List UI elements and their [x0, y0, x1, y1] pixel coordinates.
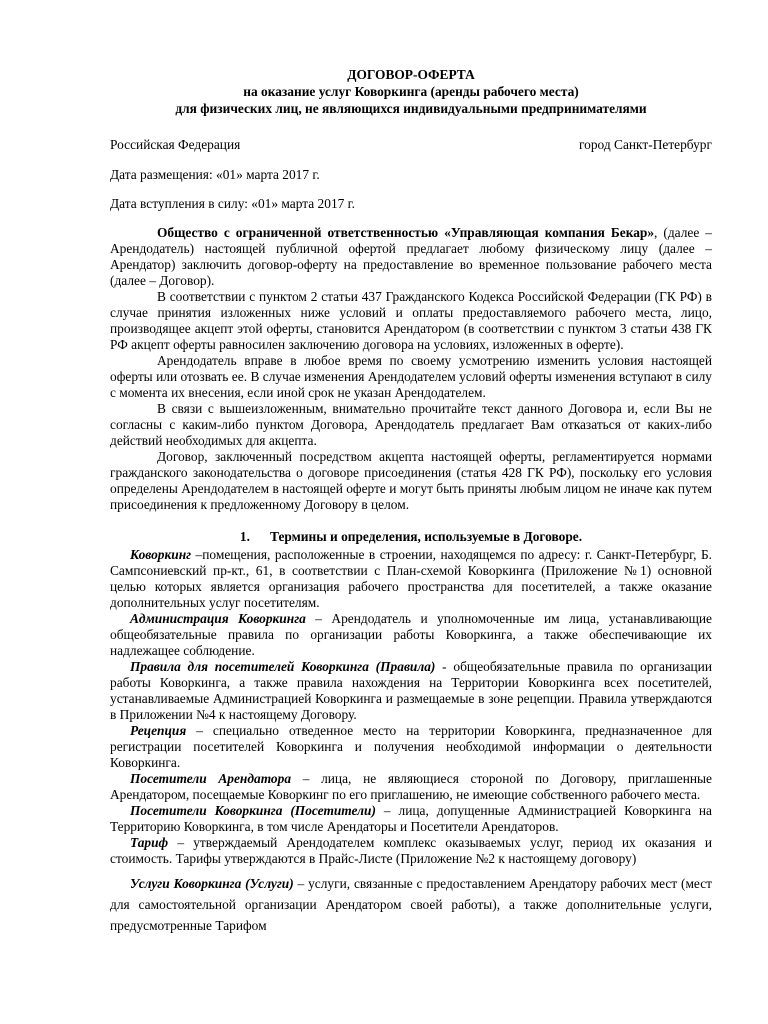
section-number: 1.: [239, 529, 250, 544]
section-title: Термины и определения, используемые в Договоре.: [270, 529, 583, 544]
term-definition: [110, 771, 712, 803]
term: Услуги Коворкинга (Услуги): [130, 876, 294, 891]
term: Администрация Коворкинга: [130, 611, 306, 626]
document-title: ДОГОВОР-ОФЕРТА: [347, 67, 475, 82]
definition: – Арендодатель и уполномоченные им лица, устанавливающие общеобязательные правила по организации работы Коворкинга, а также обеспечивающие их надлежащее соблюдение.: [110, 611, 712, 658]
document-subtitle-2: для физических лиц, не являющихся индивидуальными предпринимателями: [175, 101, 647, 116]
location-row: [110, 137, 712, 153]
title-block: [110, 66, 712, 117]
definition: – утверждаемый Арендодателем комплекс оказываемых услуг, период их оказания и стоимость. Тарифы утверждаются в Прайс-Листе (Приложение №2 к настоящему договору): [110, 835, 712, 866]
company-name: Общество с ограниченной ответственностью «Управляющая компания Бекар»: [157, 225, 655, 240]
definition: - общеобязательные правила по организации работы Коворкинга, а также правила нахождения на Территории Коворкинга всех посетителей, устанавливаемые Администрацией Коворкинга и размещаемые в зоне рецепции. Правила утверждаются в Приложении №4 к настоящему Договору.: [110, 659, 713, 722]
definition: – лица, не являющиеся стороной по Договору, приглашенные Арендатором, посещаемые Коворкинг по его приглашению, не имеющие собственного рабочего места.: [110, 771, 712, 802]
city: город Санкт-Петербург: [579, 137, 712, 152]
term: Коворкинг: [130, 547, 192, 562]
intro-text: , (далее –Арендодатель) настоящей публичной офертой предлагает любому физическому лицу (далее – Арендатор) заключить договор-оферту на предоставление во временное пользование рабочего места (далее – Договор).: [110, 225, 712, 288]
term-definition: [110, 659, 712, 723]
date-posted: Дата размещения: «01» марта 2017 г.: [110, 167, 320, 182]
term: Правила для посетителей Коворкинга (Правила): [130, 659, 436, 674]
term-definition: [110, 547, 712, 611]
definition: – специально отведенное место на территории Коворкинга, предназначенное для регистрации посетителей Коворкинга и получения необходимой информации о деятельности Коворкинга.: [110, 723, 712, 770]
term: Посетители Коворкинга (Посетители): [130, 803, 376, 818]
section-heading: [110, 529, 712, 545]
definition: – услуги, связанные с предоставлением Арендатору рабочих мест (мест для самостоятельной организации Арендатором своей работы), а также дополнительные услуги, предусмотренные Тарифом: [110, 876, 712, 933]
date-effective: Дата вступления в силу: «01» марта 2017 г.: [110, 196, 356, 211]
term-definition: [110, 723, 712, 771]
term-definition: [110, 611, 712, 659]
paragraph: Договор, заключенный посредством акцепта настоящей оферты, регламентируется нормами гражданского законодательства о договоре присоединения (статья 428 ГК РФ), поскольку его условия определены Арендодателем в настоящей оферте и могут быть приняты любым лицом не иначе как путем присоединения к предложенному Договору в целом.: [110, 449, 712, 512]
country: Российская Федерация: [110, 137, 241, 152]
definition: – лица, допущенные Администрацией Коворкинга на Территорию Коворкинга, в том числе Арендаторы и Посетители Арендаторов.: [110, 803, 712, 834]
term-definition: [110, 873, 712, 936]
term-definition: [110, 803, 712, 835]
term: Тариф: [130, 835, 169, 850]
paragraph: В соответствии с пунктом 2 статьи 437 Гражданского Кодекса Российской Федерации (ГК РФ) в случае принятия изложенных ниже условий и оплаты предоставляемого рабочего места, лицо, производящее акцепт этой оферты, становится Арендатором (в соответствии с пунктом 3 статьи 438 ГК РФ акцепт оферты равносилен заключению договора на условиях, изложенных в оферте).: [110, 289, 712, 352]
document-subtitle-1: на оказание услуг Коворкинга (аренды рабочего места): [243, 84, 579, 99]
intro-paragraph: [110, 225, 712, 289]
paragraph: Арендодатель вправе в любое время по своему усмотрению изменить условия настоящей оферты или отозвать ее. В случае изменения Арендодателем условий оферты изменения вступают в силу с момента их внесения, если иной срок не указан Арендодателем.: [110, 353, 712, 400]
paragraph: В связи с вышеизложенным, внимательно прочитайте текст данного Договора и, если Вы не согласны с каким-либо пунктом Договора, Арендодатель предлагает Вам отказаться от каких-либо действий необходимых для акцепта.: [110, 401, 712, 448]
term: Посетители Арендатора: [130, 771, 292, 786]
definition: –помещения, расположенные в строении, находящемся по адресу: г. Санкт-Петербург, Б. Сампсониевский пр-кт., 61, в соответствии с План-схемой Коворкинга (Приложение №1) основной целью которых является организация рабочего пространства для посетителей, а также оказание дополнительных услуг посетителям.: [110, 547, 712, 610]
term: Рецепция: [130, 723, 187, 738]
term-definition: [110, 835, 712, 867]
